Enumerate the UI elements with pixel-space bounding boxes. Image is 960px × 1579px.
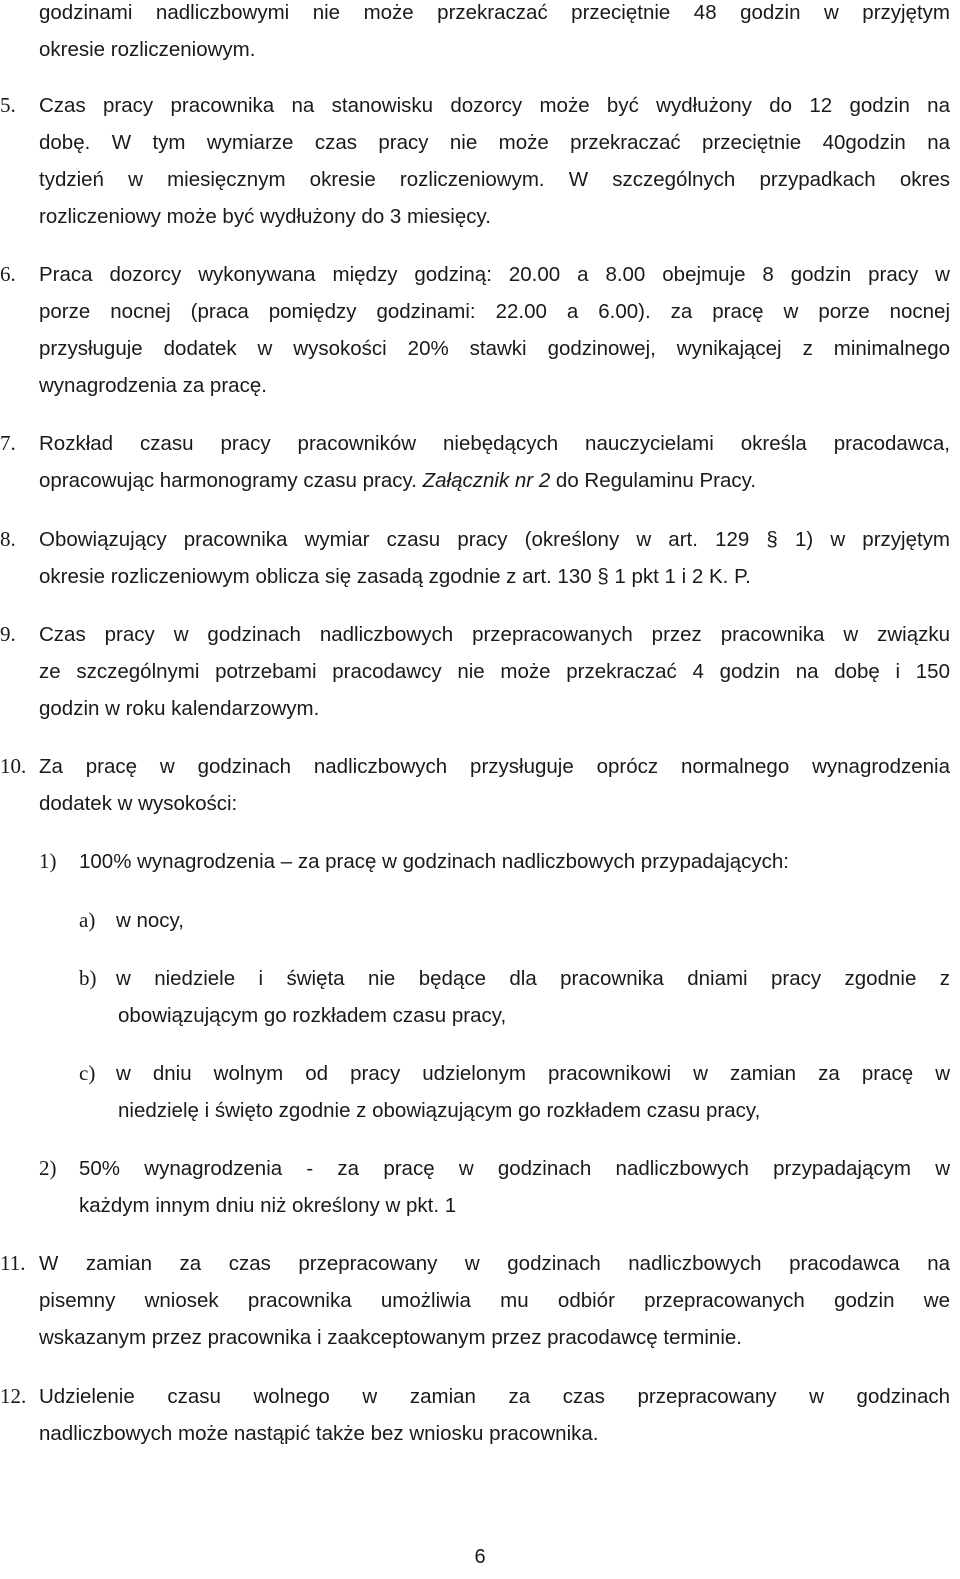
- paragraph-line: Udzielenie czasu wolnego w zamian za czas przepracowany w godzinach: [39, 1385, 950, 1408]
- sub-item-letter: c): [79, 1061, 96, 1085]
- intro-line: godzinami nadliczbowymi nie może przekraczać przeciętnie 48 godzin w przyjętym: [39, 1, 950, 24]
- text-run: opracowując harmonogramy czasu pracy.: [39, 469, 423, 492]
- paragraph-line: okresie rozliczeniowym oblicza się zasadą zgodnie z art. 130 § 1 pkt 1 i 2 K. P.: [39, 565, 751, 588]
- paragraph-line: rozliczeniowy może być wydłużony do 3 miesięcy.: [39, 205, 491, 228]
- paragraph-line: Czas pracy w godzinach nadliczbowych przepracowanych przez pracownika w związku: [39, 623, 950, 646]
- item-number: 10.: [0, 754, 27, 778]
- item-number: 11.: [0, 1251, 26, 1275]
- paragraph-line: Obowiązujący pracownika wymiar czasu pracy (określony w art. 129 § 1) w przyjętym: [39, 528, 950, 551]
- paragraph-line: obowiązującym go rozkładem czasu pracy,: [118, 1004, 507, 1027]
- paragraph-line: Czas pracy pracownika na stanowisku dozorcy może być wydłużony do 12 godzin na: [39, 94, 950, 117]
- sub-item-number: 1): [39, 849, 57, 873]
- paragraph-line: dodatek w wysokości:: [39, 792, 238, 815]
- paragraph-line: tydzień w miesięcznym okresie rozliczeniowym. W szczególnych przypadkach okres: [39, 168, 950, 191]
- paragraph-line: dobę. W tym wymiarze czas pracy nie może przekraczać przeciętnie 40godzin na: [39, 131, 950, 154]
- sub-item-letter: b): [79, 966, 97, 990]
- paragraph-line: Praca dozorcy wykonywana między godziną: 20.00 a 8.00 obejmuje 8 godzin pracy w: [39, 263, 950, 286]
- item-number: 12.: [0, 1384, 27, 1408]
- paragraph-line: ze szczególnymi potrzebami pracodawcy nie może przekraczać 4 godzin na dobę i 150: [39, 660, 950, 683]
- paragraph-line: Za pracę w godzinach nadliczbowych przysługuje oprócz normalnego wynagrodzenia: [39, 755, 950, 778]
- paragraph-line: 50% wynagrodzenia - za pracę w godzinach nadliczbowych przypadającym w: [79, 1157, 950, 1180]
- paragraph-line: godzin w roku kalendarzowym.: [39, 697, 320, 720]
- paragraph-line: wynagrodzenia za pracę.: [39, 374, 267, 397]
- paragraph-line: każdym innym dniu niż określony w pkt. 1: [79, 1194, 457, 1217]
- paragraph-line: przysługuje dodatek w wysokości 20% stawki godzinowej, wynikającej z minimalnego: [39, 337, 950, 360]
- paragraph-line: w nocy,: [116, 909, 184, 932]
- sub-item-number: 2): [39, 1156, 57, 1180]
- intro-line: okresie rozliczeniowym.: [39, 38, 256, 61]
- item-number: 5.: [0, 93, 16, 117]
- paragraph-line: w niedziele i święta nie będące dla pracownika dniami pracy zgodnie z: [116, 967, 950, 990]
- paragraph-line: wskazanym przez pracownika i zaakceptowanym przez pracodawcę terminie.: [39, 1326, 742, 1349]
- paragraph-line: 100% wynagrodzenia – za pracę w godzinach nadliczbowych przypadających:: [79, 850, 789, 873]
- paragraph-line: w dniu wolnym od pracy udzielonym pracownikowi w zamian za pracę w: [116, 1062, 950, 1085]
- paragraph-line: nadliczbowych może nastąpić także bez wniosku pracownika.: [39, 1422, 599, 1445]
- item-number: 8.: [0, 527, 16, 551]
- paragraph-line: porze nocnej (praca pomiędzy godzinami: 22.00 a 6.00). za pracę w porze nocnej: [39, 300, 950, 323]
- text-run: do Regulaminu Pracy.: [550, 469, 757, 492]
- paragraph-line: [39, 462, 950, 499]
- paragraph-line: W zamian za czas przepracowany w godzinach nadliczbowych pracodawca na: [39, 1252, 950, 1275]
- paragraph-line: niedzielę i święto zgodnie z obowiązującym go rozkładem czasu pracy,: [118, 1099, 761, 1122]
- paragraph-line: pisemny wniosek pracownika umożliwia mu odbiór przepracowanych godzin we: [39, 1289, 950, 1312]
- item-number: 9.: [0, 622, 16, 646]
- attachment-reference: Załącznik nr 2: [422, 469, 551, 492]
- sub-item-letter: a): [79, 908, 96, 932]
- item-number: 7.: [0, 431, 16, 455]
- page-number: 6: [474, 1546, 486, 1568]
- item-number: 6.: [0, 262, 16, 286]
- paragraph-line: Rozkład czasu pracy pracowników niebędących nauczycielami określa pracodawca,: [39, 432, 950, 455]
